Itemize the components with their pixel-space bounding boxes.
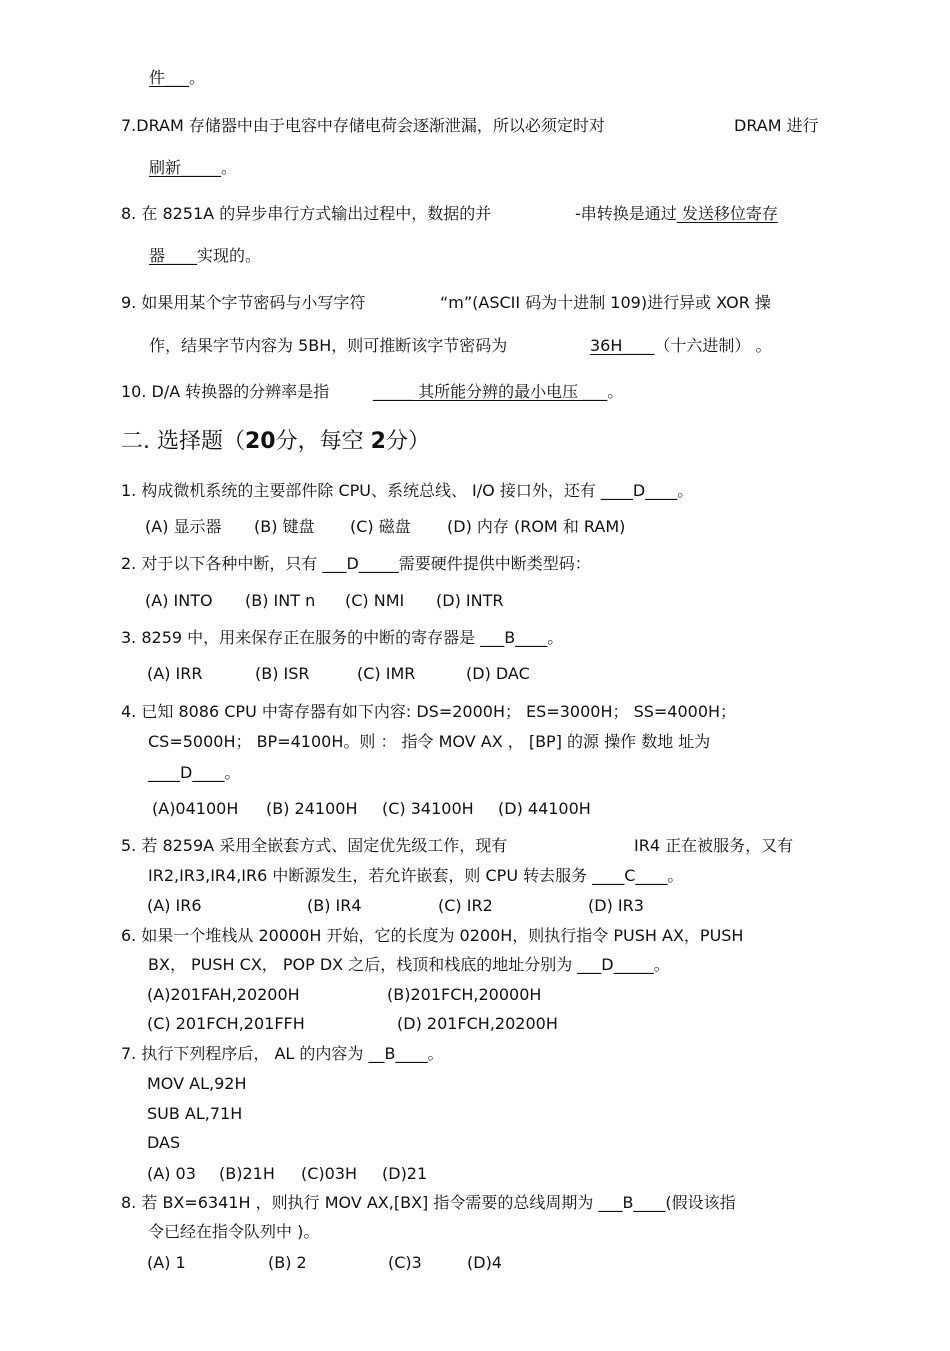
option-a: (A) INTO <box>145 591 213 610</box>
mc-q4-line3: ____D____。 <box>148 763 241 782</box>
option-d: (D)4 <box>467 1253 502 1272</box>
fill-in-q7-line1-right: DRAM 进行 <box>734 116 819 135</box>
fill-in-q10-line1: 10. D/A 转换器的分辨率是指 <box>121 382 330 401</box>
fill-in-q9-line1: 9. 如果用某个字节密码与小写字符 <box>121 293 366 312</box>
code-line: MOV AL,92H <box>147 1074 247 1093</box>
option-c: (C)03H <box>301 1164 358 1183</box>
fill-in-q6-continuation: 件___。 <box>149 68 206 87</box>
option-c: (C)3 <box>388 1253 422 1272</box>
option-b: (B) INT n <box>245 591 316 610</box>
code-line: DAS <box>147 1133 181 1152</box>
mc-q4-line1: 4. 已知 8086 CPU 中寄存器有如下内容: DS=2000H； ES=3000H； SS=4000H； <box>121 702 737 721</box>
option-d: (D) 44100H <box>498 799 591 818</box>
answer-blank: 件___ <box>149 68 190 87</box>
option-d: (D) IR3 <box>588 896 644 915</box>
option-b: (B) 24100H <box>266 799 358 818</box>
answer-blank: _____ 其所能分辨的最小电压 ___ <box>373 382 608 401</box>
fill-in-q8-line1-mid: -串转换是通过 发送移位寄存 <box>575 204 778 223</box>
mc-q5-line2: IR2,IR3,IR4,IR6 中断源发生，若允许嵌套，则 CPU 转去服务 ____C____。 <box>148 866 684 885</box>
option-a: (A) IR6 <box>147 896 202 915</box>
mc-q5-line1: 5. 若 8259A 采用全嵌套方式、固定优先级工作，现有 <box>121 836 508 855</box>
answer-blank: 发送移位寄存 <box>676 204 778 223</box>
option-c: (C) 34100H <box>382 799 474 818</box>
option-b: (B)21H <box>219 1164 275 1183</box>
option-b: (B) IR4 <box>307 896 362 915</box>
mc-q8-line2: 令已经在指令队列中 )。 <box>148 1222 320 1241</box>
mc-q5-line1-right: IR4 正在被服务，又有 <box>634 836 794 855</box>
fill-in-q7-line1: 7.DRAM 存储器中由于电容中存储电荷会逐渐泄漏，所以必须定时对 <box>121 116 605 135</box>
mc-q4-line2: CS=5000H； BP=4100H。则 ： 指令 MOV AX ， [BP] 的源 操作 数地 址为 <box>148 732 711 751</box>
answer-blank: 刷新_____ <box>149 158 222 177</box>
option-b: (B) 2 <box>268 1253 307 1272</box>
option-a: (A) IRR <box>147 664 203 683</box>
mc-q7-stem: 7. 执行下列程序后， AL 的内容为 __B____。 <box>121 1044 444 1063</box>
mc-q6-line2: BX， PUSH CX， POP DX 之后，栈顶和栈底的地址分别为 ___D_____。 <box>148 955 670 974</box>
option-a: (A)04100H <box>152 799 239 818</box>
fill-in-q9-answer: 36H____（十六进制） 。 <box>590 336 772 355</box>
fill-in-q9-line2: 作，结果字节内容为 5BH，则可推断该字节密码为 <box>149 336 508 355</box>
code-line: SUB AL,71H <box>147 1104 243 1123</box>
option-b: (B)201FCH,20000H <box>387 985 542 1004</box>
mc-q1-stem: 1. 构成微机系统的主要部件除 CPU、系统总线、 I/O 接口外，还有 ____D____。 <box>121 481 694 500</box>
fill-in-q8-line1: 8. 在 8251A 的异步串行方式输出过程中，数据的并 <box>121 204 492 223</box>
option-d: (D) INTR <box>436 591 504 610</box>
option-a: (A) 1 <box>147 1253 186 1272</box>
option-c: (C) IR2 <box>438 896 493 915</box>
fill-in-q8-line2: 器____实现的。 <box>149 246 262 265</box>
option-d: (D) 内存 (ROM 和 RAM) <box>447 517 626 536</box>
option-b: (B) 键盘 <box>254 517 315 536</box>
option-c: (C) IMR <box>357 664 416 683</box>
option-c: (C) 201FCH,201FFH <box>147 1014 305 1033</box>
answer-blank: 器____ <box>149 246 198 265</box>
fill-in-q10-answer: _____ 其所能分辨的最小电压 ___。 <box>373 382 624 401</box>
section-heading: 二. 选择题（20分，每空 2分） <box>121 429 430 454</box>
option-d: (D) 201FCH,20200H <box>397 1014 558 1033</box>
fill-in-q7-line2: 刷新_____。 <box>149 158 238 177</box>
mc-q8-line1: 8. 若 BX=6341H ，则执行 MOV AX,[BX] 指令需要的总线周期为 ___B____(假设该指 <box>121 1193 736 1212</box>
option-c: (C) 磁盘 <box>350 517 411 536</box>
option-d: (D)21 <box>382 1164 428 1183</box>
mc-q3-stem: 3. 8259 中，用来保存正在服务的中断的寄存器是 ___B____。 <box>121 628 564 647</box>
answer-blank: 36H____ <box>590 336 655 355</box>
option-a: (A)201FAH,20200H <box>147 985 300 1004</box>
option-a: (A) 03 <box>147 1164 196 1183</box>
option-c: (C) NMI <box>345 591 405 610</box>
mc-q2-stem: 2. 对于以下各种中断，只有 ___D_____需要硬件提供中断类型码： <box>121 554 591 573</box>
fill-in-q9-line1-mid: “m”(ASCII 码为十进制 109)进行异或 XOR 操 <box>440 293 771 312</box>
option-b: (B) ISR <box>255 664 310 683</box>
mc-q6-line1: 6. 如果一个堆栈从 20000H 开始，它的长度为 0200H，则执行指令 PUSH AX，PUSH <box>121 926 744 945</box>
option-d: (D) DAC <box>466 664 530 683</box>
option-a: (A) 显示器 <box>145 517 222 536</box>
